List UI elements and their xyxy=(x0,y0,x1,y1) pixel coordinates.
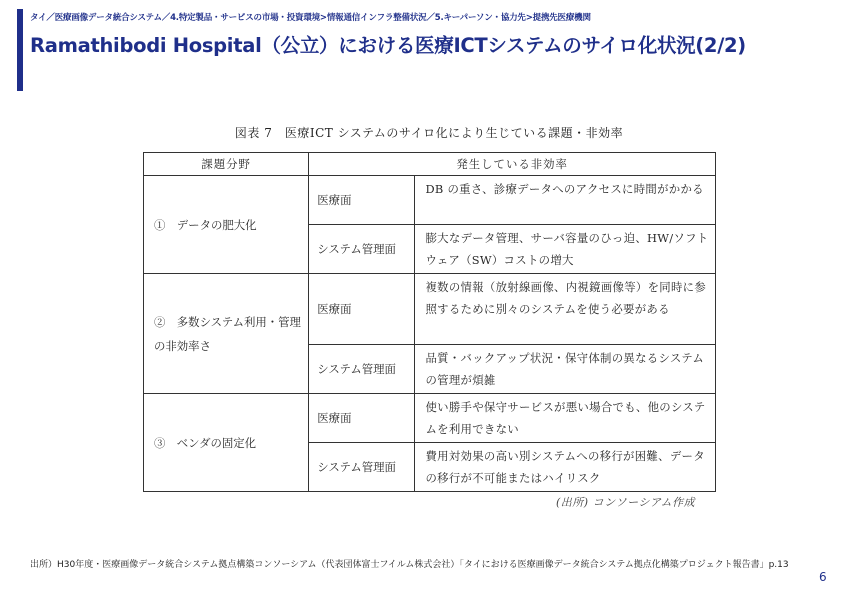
issue-cell: 複数の情報（放射線画像、内視鏡画像等）を同時に参照するために別々のシステムを使う必要がある xyxy=(415,274,716,345)
aspect-cell: 医療面 xyxy=(309,274,415,345)
issue-cell: DB の重さ、診療データへのアクセスに時間がかかる xyxy=(415,176,716,225)
column-header-category: 課題分野 xyxy=(144,153,309,176)
page-title: Ramathibodi Hospital（公立）における医療ICTシステムのサイロ化状況(2/2) xyxy=(30,34,746,57)
table-row xyxy=(144,176,716,225)
issue-cell: 使い勝手や保守サービスが悪い場合でも、他のシステムを利用できない xyxy=(415,394,716,443)
aspect-cell: 医療面 xyxy=(309,394,415,443)
aspect-cell: システム管理面 xyxy=(309,345,415,394)
figure-title: 図表 7 医療ICT システムのサイロ化により生じている課題・非効率 xyxy=(234,126,624,140)
column-header-inefficiency: 発生している非効率 xyxy=(309,153,716,176)
table-row xyxy=(144,274,716,345)
aspect-cell: システム管理面 xyxy=(309,443,415,492)
page-number: 6 xyxy=(819,570,827,584)
issue-cell: 費用対効果の高い別システムへの移行が困難、データの移行が不可能またはハイリスク xyxy=(415,443,716,492)
category-cell: ③ ベンダの固定化 xyxy=(144,394,309,492)
issue-cell: 膨大なデータ管理、サーバ容量のひっ迫、HW/ソフトウェア（SW）コストの増大 xyxy=(415,225,716,274)
table-header-row xyxy=(144,153,716,176)
figure-source-note: (出所) コンソーシアム作成 xyxy=(556,496,696,509)
footer-source: 出所）H30年度・医療画像データ統合システム拠点構築コンソーシアム（代表団体富士フイルム株式会社）「タイにおける医療画像データ統合システム拠点化構築プロジェクト報告書」p.13 xyxy=(30,560,789,570)
breadcrumb: タイ／医療画像データ統合システム／4.特定製品・サービスの市場・投資環境>情報通信インフラ整備状況／5.キーパーソン・協力先>提携先医療機関 xyxy=(30,13,591,23)
category-cell: ① データの肥大化 xyxy=(144,176,309,274)
issue-cell: 品質・バックアップ状況・保守体制の異なるシステムの管理が煩雑 xyxy=(415,345,716,394)
title-accent-bar xyxy=(17,9,23,91)
aspect-cell: システム管理面 xyxy=(309,225,415,274)
aspect-cell: 医療面 xyxy=(309,176,415,225)
table-row xyxy=(144,394,716,443)
inefficiency-table xyxy=(143,152,716,492)
category-cell: ② 多数システム利用・管理の非効率さ xyxy=(144,274,309,394)
